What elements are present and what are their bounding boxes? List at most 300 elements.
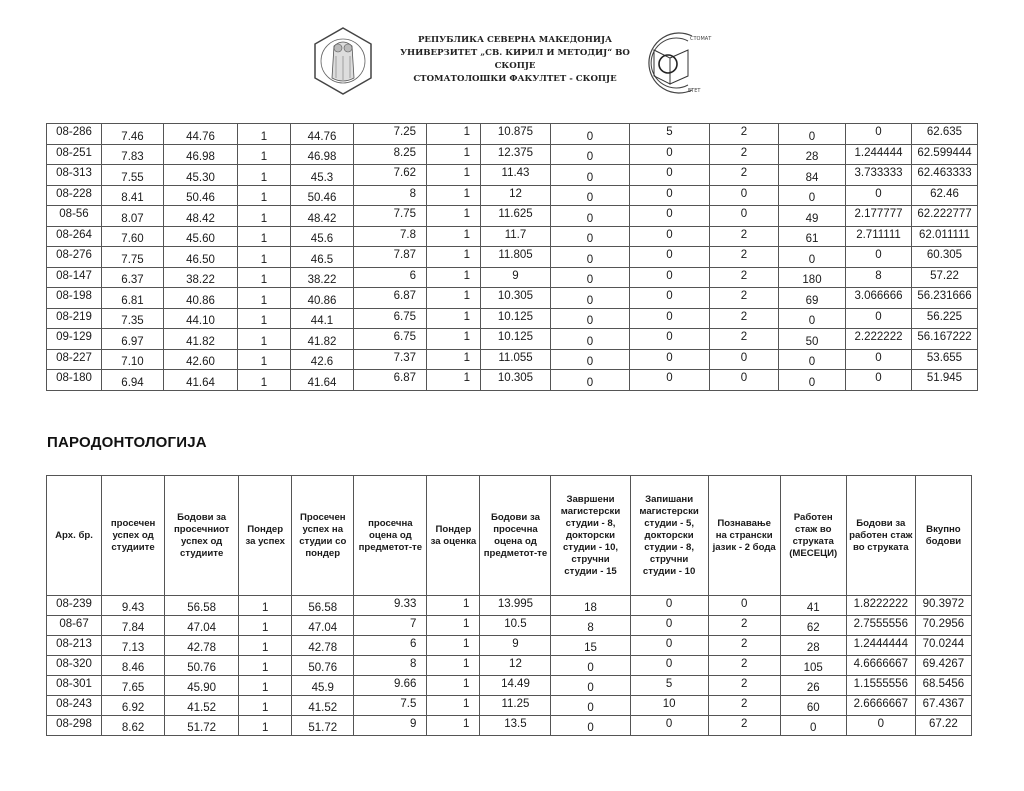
cell-work-experience-months: 180: [779, 267, 846, 288]
cell-total-points: 67.4367: [915, 696, 971, 716]
cell-enrolled-studies: 0: [630, 247, 710, 268]
cell-weighted-average: 50.76: [292, 656, 354, 676]
cell-weight-grade: 1: [427, 185, 481, 206]
header-points-subject: Бодови за просечна оцена од предметот-те: [480, 476, 551, 596]
cell-archive-number: 08-286: [47, 124, 102, 145]
cell-weight-success: 1: [238, 349, 291, 370]
cell-points-subject: 11.805: [481, 247, 551, 268]
cell-archive-number: 09-129: [47, 329, 102, 350]
cell-average-grade: 6.81: [102, 288, 164, 309]
cell-total-points: 62.222777: [912, 206, 978, 227]
cell-points-average: 40.86: [164, 288, 238, 309]
periodontology-ranking-table: [46, 475, 972, 736]
cell-points-work-experience: 4.6666667: [846, 656, 915, 676]
cell-subject-average: 8: [354, 656, 427, 676]
cell-weight-grade: 1: [427, 206, 481, 227]
cell-weight-grade: 1: [427, 329, 481, 350]
cell-weight-grade: 1: [427, 144, 481, 165]
cell-weighted-average: 56.58: [292, 596, 354, 616]
cell-points-work-experience: 2.6666667: [846, 696, 915, 716]
cell-weighted-average: 47.04: [292, 616, 354, 636]
cell-completed-studies: 15: [551, 636, 630, 656]
cell-average-grade: 7.83: [102, 144, 164, 165]
cell-points-subject: 14.49: [480, 676, 551, 696]
cell-completed-studies: 0: [551, 288, 630, 309]
cell-average-grade: 6.92: [102, 696, 165, 716]
cell-subject-average: 6.87: [354, 288, 427, 309]
cell-foreign-language: 2: [710, 329, 779, 350]
cell-completed-studies: 8: [551, 616, 630, 636]
cell-work-experience-months: 0: [779, 124, 846, 145]
cell-foreign-language: 2: [708, 616, 780, 636]
cell-total-points: 69.4267: [915, 656, 971, 676]
cell-subject-average: 6: [354, 636, 427, 656]
cell-weighted-average: 50.46: [291, 185, 354, 206]
cell-enrolled-studies: 0: [630, 596, 708, 616]
cell-weight-grade: 1: [427, 656, 480, 676]
cell-enrolled-studies: 0: [630, 370, 710, 391]
cell-archive-number: 08-264: [47, 226, 102, 247]
cell-weight-success: 1: [238, 288, 291, 309]
cell-total-points: 57.22: [912, 267, 978, 288]
cell-points-subject: 10.875: [481, 124, 551, 145]
cell-weighted-average: 46.98: [291, 144, 354, 165]
cell-points-subject: 9: [481, 267, 551, 288]
heading-line-faculty: СТОМАТОЛОШКИ ФАКУЛТЕТ - СКОПЈЕ: [413, 74, 617, 84]
cell-subject-average: 7.37: [354, 349, 427, 370]
cell-foreign-language: 2: [710, 124, 779, 145]
cell-work-experience-months: 0: [779, 308, 846, 329]
cell-foreign-language: 2: [710, 144, 779, 165]
cell-archive-number: 08-219: [47, 308, 102, 329]
cell-foreign-language: 2: [710, 165, 779, 186]
cell-total-points: 62.463333: [912, 165, 978, 186]
cell-points-work-experience: 2.177777: [846, 206, 912, 227]
cell-weight-grade: 1: [427, 308, 481, 329]
cell-foreign-language: 2: [708, 676, 780, 696]
cell-total-points: 90.3972: [915, 596, 971, 616]
cell-subject-average: 7.62: [354, 165, 427, 186]
cell-weighted-average: 51.72: [292, 716, 354, 736]
cell-weighted-average: 44.1: [291, 308, 354, 329]
cell-completed-studies: 0: [551, 144, 630, 165]
cell-archive-number: 08-251: [47, 144, 102, 165]
cell-enrolled-studies: 0: [630, 144, 710, 165]
cell-weighted-average: 46.5: [291, 247, 354, 268]
cell-archive-number: 08-276: [47, 247, 102, 268]
table-row: [47, 185, 978, 206]
cell-weight-success: 1: [238, 165, 291, 186]
cell-completed-studies: 0: [551, 165, 630, 186]
cell-completed-studies: 0: [551, 676, 630, 696]
cell-archive-number: 08-301: [47, 676, 102, 696]
cell-points-average: 38.22: [164, 267, 238, 288]
cell-archive-number: 08-180: [47, 370, 102, 391]
cell-average-grade: 6.97: [102, 329, 164, 350]
heading-line-country: РЕПУБЛИКА СЕВЕРНА МАКЕДОНИЈА: [417, 35, 613, 45]
cell-total-points: 62.46: [912, 185, 978, 206]
university-seal-icon: [312, 26, 374, 96]
cell-archive-number: 08-147: [47, 267, 102, 288]
cell-total-points: 56.167222: [912, 329, 978, 350]
cell-weight-grade: 1: [427, 267, 481, 288]
svg-text:ЕТЕТ: ЕТЕТ: [688, 88, 701, 94]
cell-average-grade: 8.62: [102, 716, 165, 736]
table-row: [47, 247, 978, 268]
header-weight-success: Пондер за успех: [239, 476, 292, 596]
cell-subject-average: 9.33: [354, 596, 427, 616]
cell-completed-studies: 0: [551, 370, 630, 391]
header-enrolled-studies: Запишани магистерски студии - 5, докторски студии - 8, стручни студии - 10: [630, 476, 708, 596]
cell-weight-grade: 1: [427, 696, 480, 716]
cell-points-subject: 10.5: [480, 616, 551, 636]
cell-weighted-average: 40.86: [291, 288, 354, 309]
cell-subject-average: 6: [354, 267, 427, 288]
cell-points-average: 45.30: [164, 165, 238, 186]
cell-total-points: 62.599444: [912, 144, 978, 165]
cell-points-work-experience: 0: [846, 308, 912, 329]
cell-points-average: 42.60: [164, 349, 238, 370]
table-row: [47, 656, 972, 676]
cell-archive-number: 08-228: [47, 185, 102, 206]
cell-points-average: 56.58: [165, 596, 239, 616]
cell-points-average: 44.10: [164, 308, 238, 329]
cell-points-average: 47.04: [165, 616, 239, 636]
cell-completed-studies: 0: [551, 226, 630, 247]
cell-points-average: 50.76: [165, 656, 239, 676]
table-row: [47, 596, 972, 616]
document-header: [0, 0, 1024, 110]
header-points-work-experience: Бодови за работен стаж во струката: [846, 476, 915, 596]
cell-weight-success: 1: [238, 206, 291, 227]
cell-average-grade: 6.37: [102, 267, 164, 288]
ranking-table-continued: [46, 123, 978, 391]
cell-points-work-experience: 8: [846, 267, 912, 288]
cell-work-experience-months: 0: [779, 370, 846, 391]
cell-subject-average: 7.8: [354, 226, 427, 247]
cell-points-work-experience: 1.244444: [846, 144, 912, 165]
table-row: [47, 349, 978, 370]
cell-work-experience-months: 84: [779, 165, 846, 186]
cell-weight-grade: 1: [427, 370, 481, 391]
cell-average-grade: 7.75: [102, 247, 164, 268]
cell-completed-studies: 0: [551, 206, 630, 227]
header-subject-average: просечна оцена од предметот-те: [354, 476, 427, 596]
cell-completed-studies: 0: [551, 247, 630, 268]
table-row: [47, 288, 978, 309]
cell-weight-success: 1: [239, 656, 292, 676]
cell-completed-studies: 0: [551, 267, 630, 288]
cell-points-work-experience: 0: [846, 716, 915, 736]
cell-weight-success: 1: [238, 308, 291, 329]
cell-foreign-language: 2: [710, 288, 779, 309]
cell-work-experience-months: 69: [779, 288, 846, 309]
cell-weight-success: 1: [238, 329, 291, 350]
cell-weight-success: 1: [239, 636, 292, 656]
cell-work-experience-months: 0: [779, 349, 846, 370]
header-weighted-average: Просечен успех на студии со пондер: [292, 476, 354, 596]
cell-subject-average: 9.66: [354, 676, 427, 696]
cell-total-points: 51.945: [912, 370, 978, 391]
header-weight-grade: Пондер за оценка: [427, 476, 480, 596]
cell-points-work-experience: 1.8222222: [846, 596, 915, 616]
cell-average-grade: 8.46: [102, 656, 165, 676]
cell-enrolled-studies: 0: [630, 636, 708, 656]
cell-weight-grade: 1: [427, 288, 481, 309]
cell-points-work-experience: 0: [846, 185, 912, 206]
cell-archive-number: 08-227: [47, 349, 102, 370]
cell-subject-average: 7.25: [354, 124, 427, 145]
cell-archive-number: 08-313: [47, 165, 102, 186]
cell-average-grade: 6.94: [102, 370, 164, 391]
cell-weighted-average: 44.76: [291, 124, 354, 145]
cell-subject-average: 7: [354, 616, 427, 636]
cell-points-subject: 12: [481, 185, 551, 206]
cell-subject-average: 6.75: [354, 308, 427, 329]
cell-enrolled-studies: 0: [630, 185, 710, 206]
cell-points-average: 48.42: [164, 206, 238, 227]
cell-archive-number: 08-298: [47, 716, 102, 736]
cell-weight-grade: 1: [427, 676, 480, 696]
header-points-average: Бодови за просечниот успех од студиите: [165, 476, 239, 596]
cell-points-subject: 13.995: [480, 596, 551, 616]
cell-work-experience-months: 61: [779, 226, 846, 247]
cell-subject-average: 6.75: [354, 329, 427, 350]
table-row: [47, 267, 978, 288]
cell-work-experience-months: 49: [779, 206, 846, 227]
cell-foreign-language: 2: [708, 636, 780, 656]
cell-weighted-average: 41.82: [291, 329, 354, 350]
cell-points-work-experience: 2.7555556: [846, 616, 915, 636]
faculty-emblem-icon: [632, 28, 712, 98]
cell-total-points: 68.5456: [915, 676, 971, 696]
cell-weight-success: 1: [239, 676, 292, 696]
cell-completed-studies: 0: [551, 329, 630, 350]
table-row: [47, 616, 972, 636]
header-completed-studies: Завршени магистерски студии - 8, докторски студии - 10, стручни студии - 15: [551, 476, 630, 596]
cell-weight-grade: 1: [427, 349, 481, 370]
cell-total-points: 70.0244: [915, 636, 971, 656]
cell-foreign-language: 2: [710, 267, 779, 288]
cell-weighted-average: 45.6: [291, 226, 354, 247]
cell-weighted-average: 45.3: [291, 165, 354, 186]
table-row: [47, 696, 972, 716]
cell-completed-studies: 0: [551, 696, 630, 716]
cell-work-experience-months: 0: [780, 716, 846, 736]
cell-points-work-experience: 0: [846, 349, 912, 370]
cell-points-subject: 11.25: [480, 696, 551, 716]
header-foreign-language: Познавање на странски јазик - 2 бода: [708, 476, 780, 596]
cell-weight-success: 1: [239, 696, 292, 716]
cell-archive-number: 08-56: [47, 206, 102, 227]
cell-archive-number: 08-67: [47, 616, 102, 636]
cell-points-work-experience: 0: [846, 124, 912, 145]
cell-weight-success: 1: [239, 616, 292, 636]
cell-enrolled-studies: 0: [630, 616, 708, 636]
cell-points-subject: 11.625: [481, 206, 551, 227]
cell-average-grade: 9.43: [102, 596, 165, 616]
table-row: [47, 144, 978, 165]
table-row: [47, 308, 978, 329]
cell-points-work-experience: 3.733333: [846, 165, 912, 186]
cell-enrolled-studies: 0: [630, 165, 710, 186]
cell-completed-studies: 18: [551, 596, 630, 616]
cell-points-subject: 10.125: [481, 308, 551, 329]
cell-total-points: 60.305: [912, 247, 978, 268]
cell-work-experience-months: 26: [780, 676, 846, 696]
cell-foreign-language: 2: [708, 696, 780, 716]
cell-points-work-experience: 2.711111: [846, 226, 912, 247]
cell-points-subject: 10.305: [481, 370, 551, 391]
cell-foreign-language: 2: [708, 716, 780, 736]
cell-work-experience-months: 105: [780, 656, 846, 676]
header-work-experience-months: Работен стаж во струката (МЕСЕЦИ): [780, 476, 846, 596]
cell-average-grade: 7.84: [102, 616, 165, 636]
cell-points-work-experience: 0: [846, 370, 912, 391]
cell-average-grade: 8.41: [102, 185, 164, 206]
cell-weight-grade: 1: [427, 124, 481, 145]
cell-foreign-language: 2: [710, 308, 779, 329]
cell-points-work-experience: 0: [846, 247, 912, 268]
cell-points-average: 44.76: [164, 124, 238, 145]
cell-weighted-average: 41.52: [292, 696, 354, 716]
cell-points-work-experience: 2.222222: [846, 329, 912, 350]
cell-archive-number: 08-243: [47, 696, 102, 716]
cell-work-experience-months: 28: [780, 636, 846, 656]
cell-points-average: 41.52: [165, 696, 239, 716]
cell-points-average: 42.78: [165, 636, 239, 656]
cell-subject-average: 7.87: [354, 247, 427, 268]
cell-weight-success: 1: [239, 716, 292, 736]
cell-total-points: 67.22: [915, 716, 971, 736]
cell-points-subject: 12.375: [481, 144, 551, 165]
cell-average-grade: 7.35: [102, 308, 164, 329]
cell-archive-number: 08-198: [47, 288, 102, 309]
cell-weight-grade: 1: [427, 165, 481, 186]
cell-total-points: 62.635: [912, 124, 978, 145]
heading-line-university: УНИВЕРЗИТЕТ „СВ. КИРИЛ И МЕТОДИЈ“ ВО СКОПЈЕ: [400, 48, 630, 71]
table-row: [47, 636, 972, 656]
cell-points-work-experience: 1.2444444: [846, 636, 915, 656]
cell-weight-grade: 1: [427, 596, 480, 616]
cell-foreign-language: 0: [710, 370, 779, 391]
cell-subject-average: 7.5: [354, 696, 427, 716]
cell-enrolled-studies: 0: [630, 329, 710, 350]
cell-weight-success: 1: [238, 144, 291, 165]
cell-work-experience-months: 41: [780, 596, 846, 616]
cell-enrolled-studies: 5: [630, 124, 710, 145]
cell-points-subject: 11.43: [481, 165, 551, 186]
cell-subject-average: 6.87: [354, 370, 427, 391]
cell-enrolled-studies: 0: [630, 308, 710, 329]
cell-points-average: 46.98: [164, 144, 238, 165]
cell-subject-average: 9: [354, 716, 427, 736]
cell-weight-grade: 1: [427, 716, 480, 736]
cell-enrolled-studies: 0: [630, 349, 710, 370]
cell-completed-studies: 0: [551, 656, 630, 676]
cell-points-subject: 10.305: [481, 288, 551, 309]
cell-weighted-average: 42.6: [291, 349, 354, 370]
cell-archive-number: 08-320: [47, 656, 102, 676]
cell-weight-success: 1: [238, 247, 291, 268]
cell-points-subject: 10.125: [481, 329, 551, 350]
cell-points-average: 41.64: [164, 370, 238, 391]
table-row: [47, 226, 978, 247]
cell-total-points: 70.2956: [915, 616, 971, 636]
cell-points-subject: 9: [480, 636, 551, 656]
cell-work-experience-months: 62: [780, 616, 846, 636]
cell-points-average: 41.82: [164, 329, 238, 350]
cell-points-work-experience: 1.1555556: [846, 676, 915, 696]
cell-points-average: 50.46: [164, 185, 238, 206]
cell-foreign-language: 0: [710, 206, 779, 227]
cell-points-subject: 11.7: [481, 226, 551, 247]
cell-total-points: 56.231666: [912, 288, 978, 309]
cell-weight-success: 1: [238, 370, 291, 391]
cell-completed-studies: 0: [551, 308, 630, 329]
cell-work-experience-months: 0: [779, 185, 846, 206]
cell-points-work-experience: 3.066666: [846, 288, 912, 309]
cell-enrolled-studies: 0: [630, 206, 710, 227]
cell-weighted-average: 38.22: [291, 267, 354, 288]
table-row: [47, 206, 978, 227]
cell-weighted-average: 41.64: [291, 370, 354, 391]
cell-foreign-language: 0: [710, 349, 779, 370]
header-archive-number: Арх. бр.: [47, 476, 102, 596]
cell-points-average: 45.60: [164, 226, 238, 247]
cell-average-grade: 7.46: [102, 124, 164, 145]
cell-subject-average: 7.75: [354, 206, 427, 227]
cell-completed-studies: 0: [551, 185, 630, 206]
cell-foreign-language: 0: [708, 596, 780, 616]
cell-subject-average: 8.25: [354, 144, 427, 165]
cell-enrolled-studies: 5: [630, 676, 708, 696]
cell-weight-success: 1: [239, 596, 292, 616]
cell-weighted-average: 42.78: [292, 636, 354, 656]
header-total-points: Вкупно бодови: [915, 476, 971, 596]
cell-work-experience-months: 0: [779, 247, 846, 268]
cell-average-grade: 7.13: [102, 636, 165, 656]
header-average-grade: просечен успех од студиите: [102, 476, 165, 596]
cell-foreign-language: 2: [708, 656, 780, 676]
cell-completed-studies: 0: [551, 349, 630, 370]
cell-work-experience-months: 28: [779, 144, 846, 165]
cell-enrolled-studies: 0: [630, 226, 710, 247]
cell-total-points: 62.011111: [912, 226, 978, 247]
cell-foreign-language: 2: [710, 226, 779, 247]
cell-subject-average: 8: [354, 185, 427, 206]
cell-points-average: 51.72: [165, 716, 239, 736]
cell-enrolled-studies: 0: [630, 656, 708, 676]
cell-foreign-language: 0: [710, 185, 779, 206]
institution-heading: [380, 34, 650, 86]
section-title: ПАРОДОНТОЛОГИЈА: [47, 434, 207, 451]
table-row: [47, 329, 978, 350]
cell-points-subject: 13.5: [480, 716, 551, 736]
cell-work-experience-months: 50: [779, 329, 846, 350]
cell-weight-grade: 1: [427, 247, 481, 268]
cell-average-grade: 8.07: [102, 206, 164, 227]
cell-average-grade: 7.65: [102, 676, 165, 696]
cell-points-average: 45.90: [165, 676, 239, 696]
cell-points-subject: 11.055: [481, 349, 551, 370]
cell-average-grade: 7.60: [102, 226, 164, 247]
cell-completed-studies: 0: [551, 716, 630, 736]
cell-enrolled-studies: 0: [630, 288, 710, 309]
cell-weight-grade: 1: [427, 226, 481, 247]
cell-completed-studies: 0: [551, 124, 630, 145]
cell-average-grade: 7.55: [102, 165, 164, 186]
